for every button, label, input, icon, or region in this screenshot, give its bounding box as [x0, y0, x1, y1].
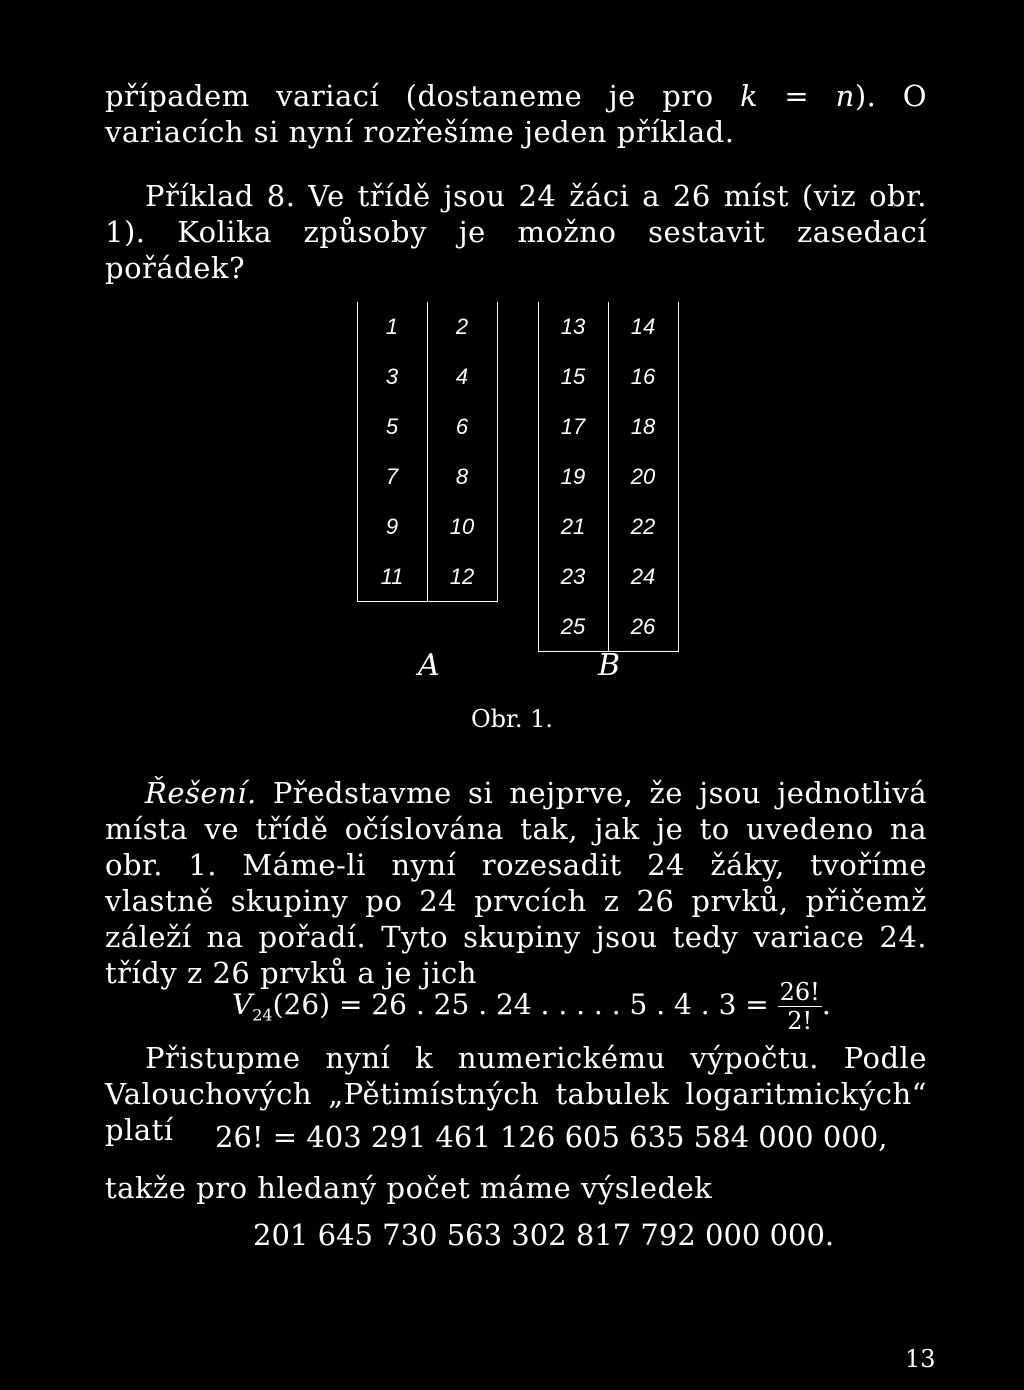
seat-number: 17: [560, 414, 586, 439]
seat-number: 10: [449, 514, 475, 539]
seat-number: 12: [449, 564, 475, 589]
paragraph-example: Příklad 8. Ve třídě jsou 24 žáci a 26 míst (viz obr. 1). Kolika způsoby je možno sestavit zasedací pořádek?: [105, 179, 927, 285]
seat-number: 23: [560, 564, 586, 589]
figure-caption: Obr. 1.: [470, 705, 554, 733]
page-number: 13: [905, 1345, 936, 1373]
seat-number: 9: [385, 514, 399, 539]
seat-number: 11: [380, 564, 404, 589]
fraction: $\frac{26!}{2!}$: [779, 978, 820, 1035]
paragraph-intro: případem variací (dostaneme je pro k = n). O variacích si nyní rozřešíme jeden příklad.: [105, 79, 927, 149]
seat-number: 16: [630, 364, 656, 389]
seat-number: 2: [455, 314, 469, 339]
seat-number: 4: [455, 364, 469, 389]
var-k: k: [739, 79, 759, 113]
paragraph-solution: Řešení. Představme si nejprve, že jsou jednotlivá místa ve třídě očíslována tak, jak je to uvedeno na obr. 1. Máme-li nyní rozesadit 24 žáky, tvoříme vlastně skupiny po 24 prvcích z 26 prvků, přičemž záleží na pořadí. Tyto skupiny jsou tedy variace 24. třídy z 26 prvků a je jich: [105, 776, 927, 990]
seat-number: 3: [385, 364, 399, 389]
seat-number: 22: [630, 514, 656, 539]
seat-divider: [538, 302, 539, 652]
seat-number: 18: [630, 414, 656, 439]
solution-heading: Řešení.: [145, 776, 257, 810]
seat-number: 25: [560, 614, 586, 639]
seat-divider: [678, 302, 679, 652]
seat-number: 20: [630, 464, 656, 489]
seat-divider: [357, 601, 497, 602]
factorial-value: 26! = 403 291 461 126 605 635 584 000 000,: [215, 1120, 888, 1154]
seat-divider: [608, 302, 609, 652]
seat-divider: [497, 302, 498, 602]
paragraph-numeric: Přistupme nyní k numerickému výpočtu. Podle Valouchových „Pětimístných tabulek logaritmických“ platí: [105, 1041, 927, 1147]
figure-label-b: B: [598, 648, 621, 683]
seat-number: 15: [560, 364, 586, 389]
seat-number: 7: [385, 464, 399, 489]
seating-column-a: [357, 302, 497, 602]
seating-column-b: [538, 302, 678, 652]
var-n: n: [835, 79, 855, 113]
seat-number: 13: [560, 314, 586, 339]
seat-number: 19: [560, 464, 586, 489]
variation-formula: $V_{24}(26) = 26$ . 25 . 24 . . . . . 5 . 4 . 3 = $\frac{26!}{2!}$ .: [232, 978, 831, 1035]
paragraph-result-intro: takže pro hledaný počet máme výsledek: [105, 1171, 713, 1205]
seat-divider: [427, 302, 428, 602]
seat-number: 21: [560, 514, 586, 539]
seat-divider: [357, 302, 358, 602]
seat-number: 5: [385, 414, 399, 439]
seat-number: 8: [455, 464, 469, 489]
result-value: 201 645 730 563 302 817 792 000 000.: [253, 1218, 835, 1252]
seat-number: 24: [630, 564, 656, 589]
seat-number: 26: [630, 614, 656, 639]
seat-number: 6: [455, 414, 469, 439]
seat-number: 14: [630, 314, 656, 339]
seat-number: 1: [385, 314, 399, 339]
figure-label-a: A: [418, 648, 440, 683]
